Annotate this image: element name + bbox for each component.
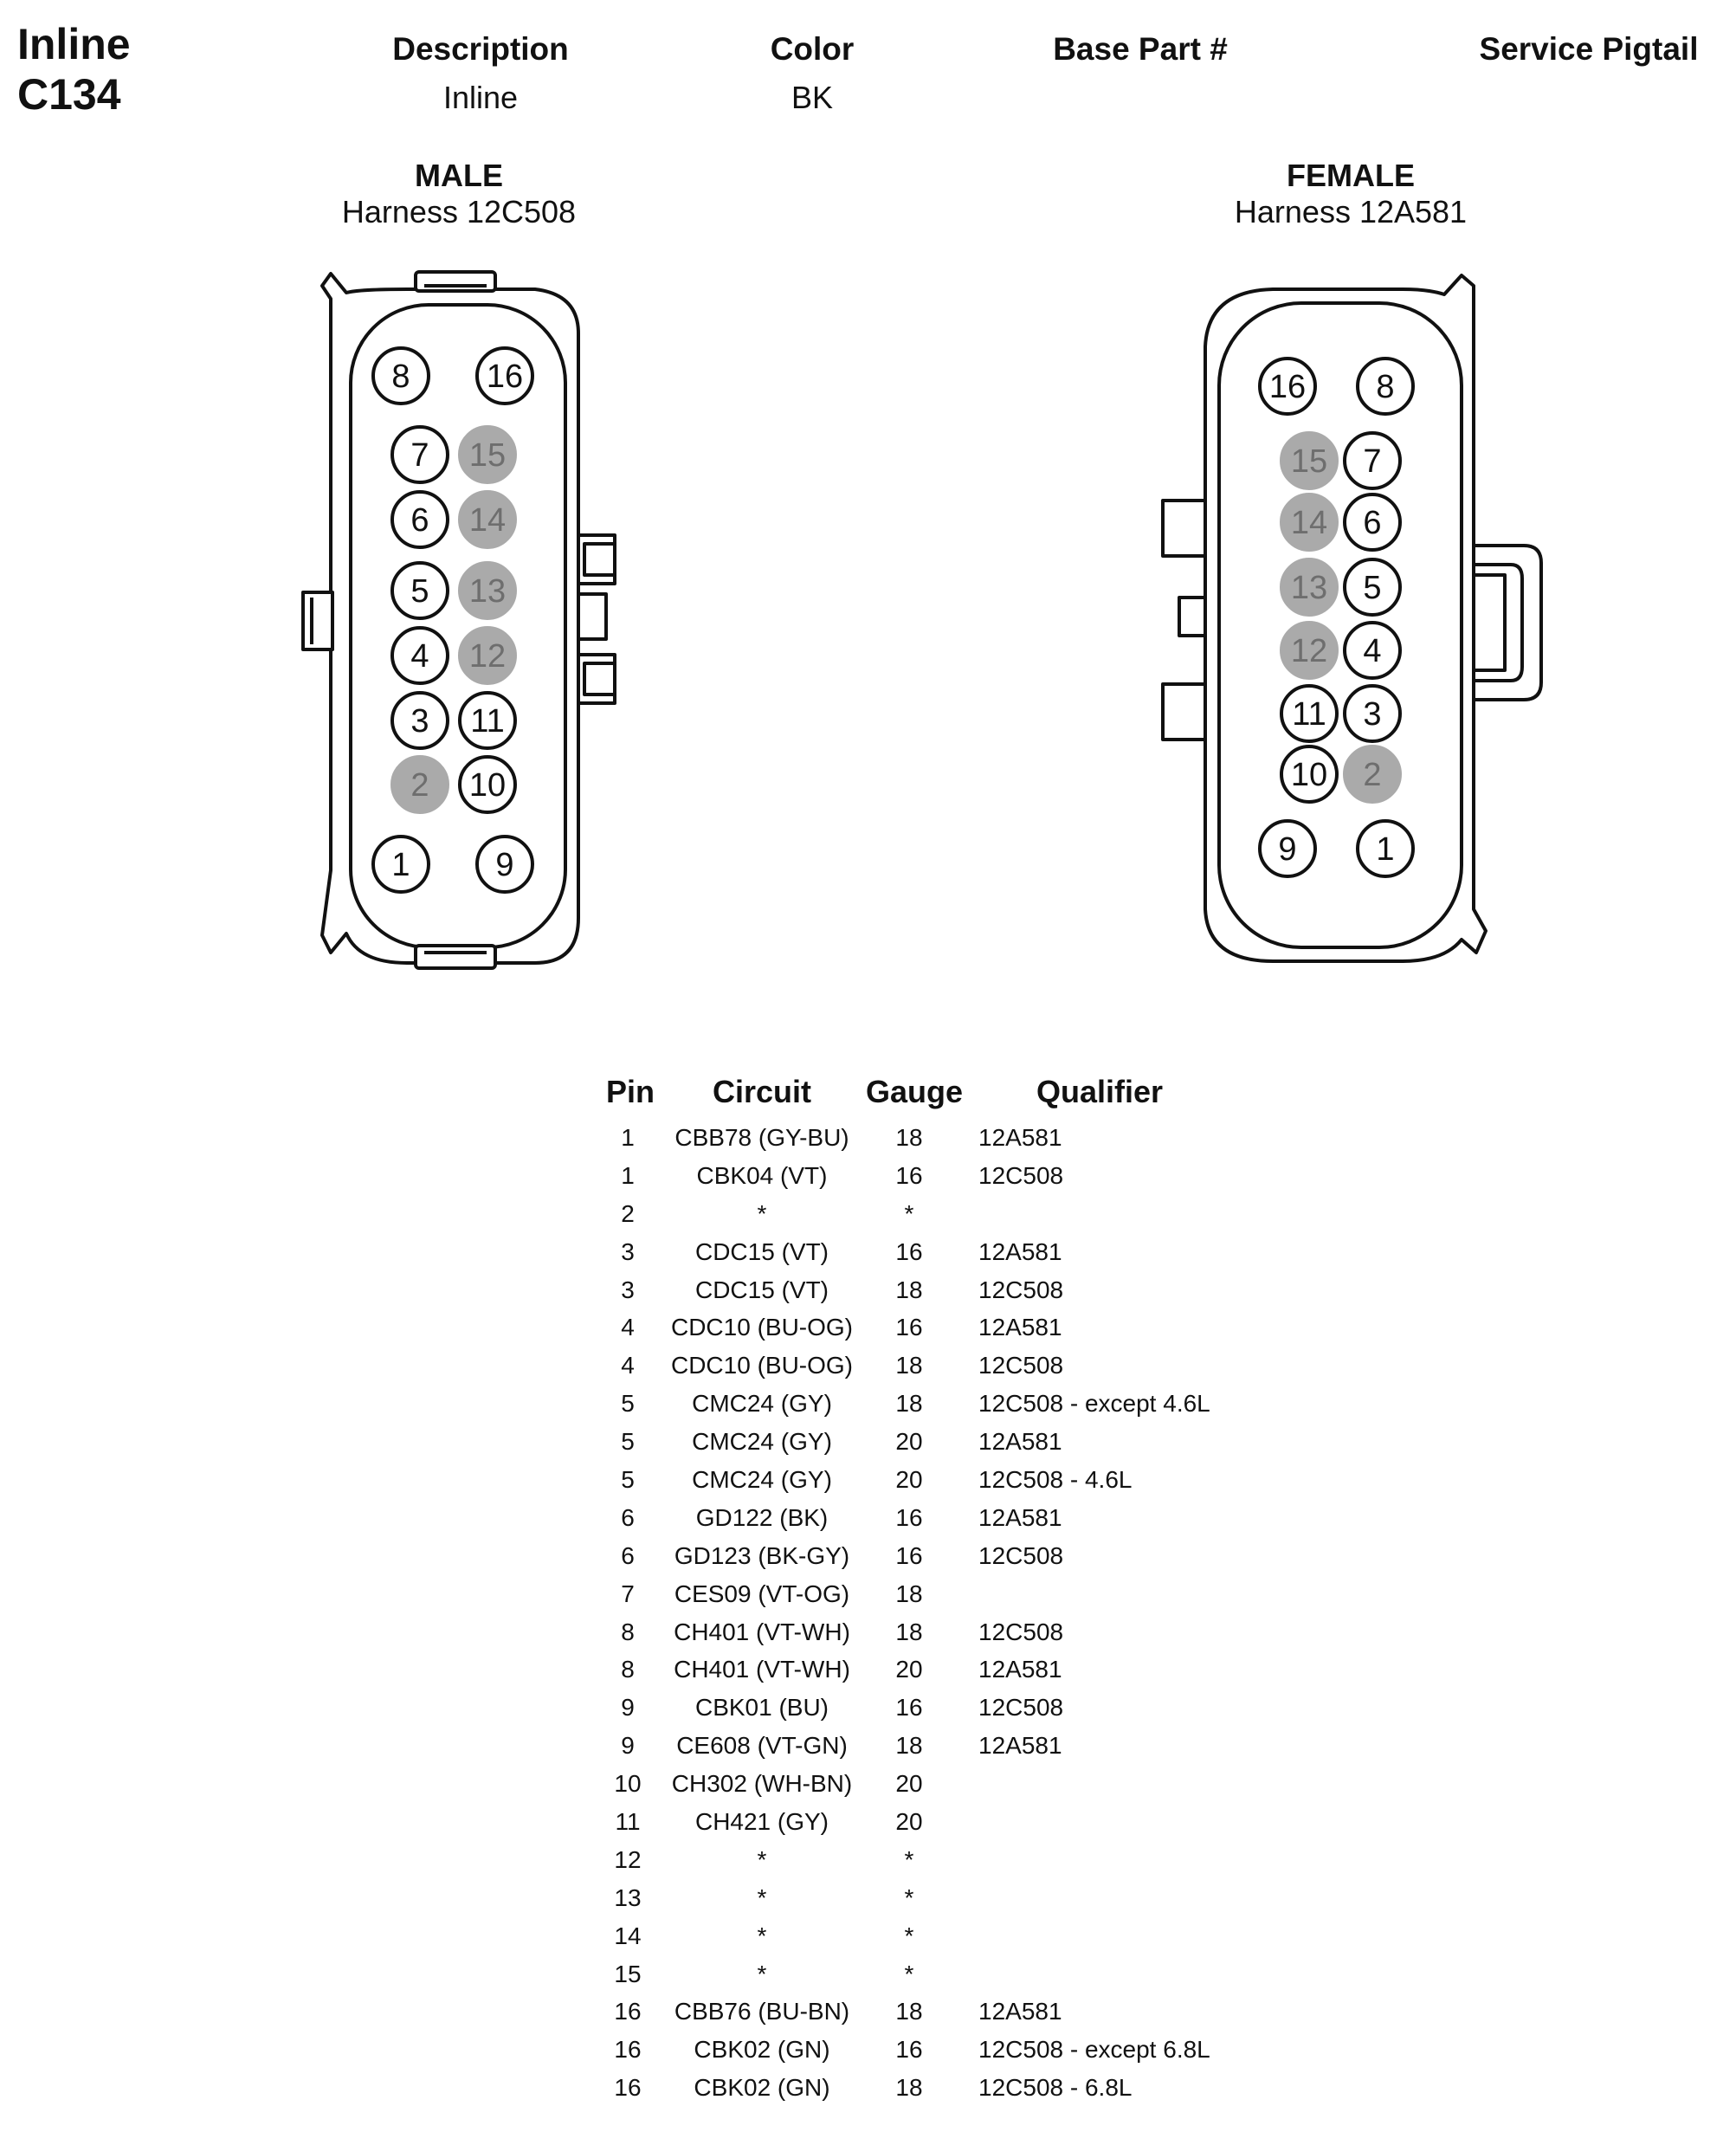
gauge-cell: * [904,1845,914,1873]
gauge-cell: 16 [895,1694,923,1722]
male-pin-label-14: 14 [468,502,507,539]
female-pin-label-1: 1 [1376,831,1395,868]
qualifier-cell: 12C508 [978,1352,1064,1379]
description-value: Inline [442,80,519,115]
qualifier-cell: 12C508 [978,1541,1064,1569]
pin-cell: 8 [621,1618,635,1645]
female-pin-label-10: 10 [1290,757,1328,793]
table-row [520,1656,1299,1694]
circuit-cell: CDC10 (BU-OG) [670,1352,853,1379]
gauge-cell: 20 [895,1428,923,1456]
gauge-cell: 18 [895,1124,923,1151]
female-connector-body [1163,275,1541,961]
gauge-cell: * [904,1199,914,1227]
color-header: Color [770,31,855,67]
table-row [520,1694,1299,1732]
table-row [520,1352,1299,1390]
gauge-cell: 18 [895,1352,923,1379]
female-pin-label-16: 16 [1268,369,1307,405]
male-pin-label-12: 12 [468,638,507,675]
circuit-cell: * [757,1922,767,1949]
qualifier-cell: 12C508 [978,1618,1064,1645]
female-pin-label-11: 11 [1292,696,1326,733]
gauge-cell: 16 [895,1541,923,1569]
circuit-cell: CES09 (VT-OG) [674,1580,850,1607]
circuit-cell: CBK02 (GN) [694,2036,830,2064]
gauge-cell: * [904,1922,914,1949]
male-pin-label-2: 2 [410,767,429,804]
table-row [520,1390,1299,1428]
table-row [520,1504,1299,1542]
gauge-cell: 18 [895,1580,923,1607]
qualifier-cell: 12A581 [978,1732,1062,1760]
gauge-cell: 18 [895,1618,923,1645]
circuit-cell: * [757,1845,767,1873]
gauge-cell: * [904,1883,914,1911]
qualifier-cell: 12C508 - except 6.8L [978,2036,1210,2064]
table-row [520,1124,1299,1162]
table-row [520,1922,1299,1961]
pin-cell: 16 [614,2036,642,2064]
female-pin-label-8: 8 [1376,369,1395,405]
circuit-cell: * [757,1199,767,1227]
circuit-cell: CBB78 (GY-BU) [674,1124,849,1151]
qualifier-cell: 12A581 [978,1503,1062,1531]
circuit-cell: CMC24 (GY) [692,1390,832,1418]
table-row [520,1162,1299,1200]
table-row [520,1276,1299,1315]
pin-cell: 2 [621,1199,635,1227]
pin-cell: 11 [615,1808,641,1836]
pin-cell: 4 [621,1352,635,1379]
connector-diagrams [0,0,1736,1039]
circuit-cell: * [757,1960,767,1987]
gauge-cell: 18 [895,2074,923,2102]
qualifier-cell: 12C508 - 6.8L [978,2074,1133,2102]
female-pin-label-14: 14 [1290,505,1328,541]
male-connector-body [303,272,615,968]
gauge-cell: 20 [895,1466,923,1494]
table-row [520,1998,1299,2036]
qualifier-cell: 12A581 [978,1656,1062,1683]
female-pin-label-9: 9 [1278,831,1297,868]
qualifier-cell: 12A581 [978,1998,1062,2025]
pin-cell: 16 [614,2074,642,2102]
pin-cell: 12 [614,1845,642,1873]
connector-type: Inline [17,20,131,68]
male-pin-label-7: 7 [410,437,429,474]
male-pin-label-3: 3 [410,703,429,740]
male-pin-label-1: 1 [391,847,410,883]
gauge-cell: 16 [895,1503,923,1531]
pin-cell: 14 [614,1922,642,1949]
gauge-cell: 16 [895,2036,923,2064]
female-title: FEMALE [1287,158,1415,193]
pin-cell: 5 [621,1428,635,1456]
female-pin-label-4: 4 [1363,633,1382,669]
male-harness: Harness 12C508 [341,194,577,229]
color-value: BK [791,80,834,115]
qualifier-cell: 12C508 [978,1161,1064,1189]
table-row [520,1618,1299,1657]
table-row [520,1200,1299,1238]
gauge-cell: 20 [895,1656,923,1683]
male-pin-label-5: 5 [410,573,429,610]
gauge-cell: 18 [895,1390,923,1418]
qualifier-cell: 12C508 - except 4.6L [978,1390,1210,1418]
pin-cell: 3 [621,1276,635,1303]
pin-cell: 6 [621,1541,635,1569]
circuit-cell: CH302 (WH-BN) [671,1770,853,1798]
female-pin-label-15: 15 [1290,443,1328,480]
male-pin-label-9: 9 [495,847,514,883]
table-row [520,1808,1299,1846]
circuit-cell: CBB76 (BU-BN) [674,1998,850,2025]
circuit-cell: CBK04 (VT) [696,1161,828,1189]
male-pin-label-8: 8 [391,359,410,395]
female-pin-label-7: 7 [1363,443,1382,480]
male-pin-label-6: 6 [410,502,429,539]
gauge-column-header: Gauge [866,1074,964,1109]
circuit-cell: CH421 (GY) [694,1808,829,1836]
male-pin-label-16: 16 [486,359,524,395]
circuit-cell: CDC15 (VT) [694,1276,829,1303]
pin-cell: 6 [621,1503,635,1531]
qualifier-cell: 12C508 - 4.6L [978,1466,1133,1494]
gauge-cell: * [904,1960,914,1987]
table-row [520,1770,1299,1808]
circuit-cell: GD123 (BK-GY) [674,1541,850,1569]
male-title: MALE [415,158,503,193]
gauge-cell: 18 [895,1998,923,2025]
circuit-cell: CMC24 (GY) [692,1466,832,1494]
female-pin-label-5: 5 [1363,570,1382,606]
table-row [520,1314,1299,1352]
gauge-cell: 20 [895,1808,923,1836]
table-row [520,2074,1299,2112]
base-part-header: Base Part # [1053,31,1228,67]
circuit-cell: CBK01 (BU) [694,1694,829,1722]
circuit-cell: CH401 (VT-WH) [674,1656,850,1683]
table-row [520,1428,1299,1466]
male-pin-label-15: 15 [468,437,507,474]
circuit-cell: GD122 (BK) [695,1503,829,1531]
gauge-cell: 18 [895,1732,923,1760]
female-pin-label-13: 13 [1290,570,1328,606]
pin-cell: 4 [621,1314,635,1341]
qualifier-cell: 12C508 [978,1276,1064,1303]
qualifier-cell: 12A581 [978,1237,1062,1265]
circuit-cell: CH401 (VT-WH) [674,1618,850,1645]
connector-id: C134 [17,70,121,119]
qualifier-column-header: Qualifier [1036,1074,1164,1109]
gauge-cell: 16 [895,1161,923,1189]
female-pin-label-3: 3 [1363,696,1382,733]
gauge-cell: 16 [895,1237,923,1265]
table-row [520,1580,1299,1618]
circuit-cell: CBK02 (GN) [694,2074,830,2102]
qualifier-cell: 12A581 [978,1124,1062,1151]
pin-cell: 1 [621,1161,635,1189]
circuit-cell: CDC15 (VT) [694,1237,829,1265]
male-pin-label-11: 11 [470,703,505,740]
qualifier-cell: 12A581 [978,1428,1062,1456]
male-pin-label-13: 13 [468,573,507,610]
pin-cell: 5 [621,1466,635,1494]
pin-cell: 7 [621,1580,635,1607]
pin-cell: 16 [614,1998,642,2025]
pin-cell: 15 [614,1960,642,1987]
circuit-cell: * [757,1883,767,1911]
table-row [520,1732,1299,1770]
pin-cell: 1 [621,1124,635,1151]
table-row [520,2036,1299,2074]
pin-column-header: Pin [606,1074,655,1109]
pin-cell: 13 [614,1883,642,1911]
female-pin-label-6: 6 [1363,505,1382,541]
pin-cell: 9 [621,1732,635,1760]
pin-table-rows [520,1124,1299,2112]
circuit-cell: CE608 (VT-GN) [676,1732,848,1760]
pin-cell: 5 [621,1390,635,1418]
male-pin-label-10: 10 [468,767,507,804]
qualifier-cell: 12C508 [978,1694,1064,1722]
circuit-cell: CMC24 (GY) [692,1428,832,1456]
female-pin-label-12: 12 [1290,633,1328,669]
gauge-cell: 20 [895,1770,923,1798]
service-pigtail-header: Service Pigtail [1479,31,1699,67]
gauge-cell: 18 [895,1276,923,1303]
table-row [520,1884,1299,1922]
pin-cell: 10 [614,1770,642,1798]
table-row [520,1542,1299,1580]
description-header: Description [392,31,569,67]
pin-cell: 3 [621,1237,635,1265]
table-row [520,1961,1299,1999]
male-pin-label-4: 4 [410,638,429,675]
pin-cell: 9 [621,1694,635,1722]
table-row [520,1846,1299,1884]
gauge-cell: 16 [895,1314,923,1341]
table-row [520,1466,1299,1504]
circuit-cell: CDC10 (BU-OG) [670,1314,853,1341]
table-row [520,1238,1299,1276]
female-pin-label-2: 2 [1363,757,1382,793]
circuit-column-header: Circuit [712,1074,811,1109]
female-harness: Harness 12A581 [1234,194,1468,229]
pin-cell: 8 [621,1656,635,1683]
qualifier-cell: 12A581 [978,1314,1062,1341]
